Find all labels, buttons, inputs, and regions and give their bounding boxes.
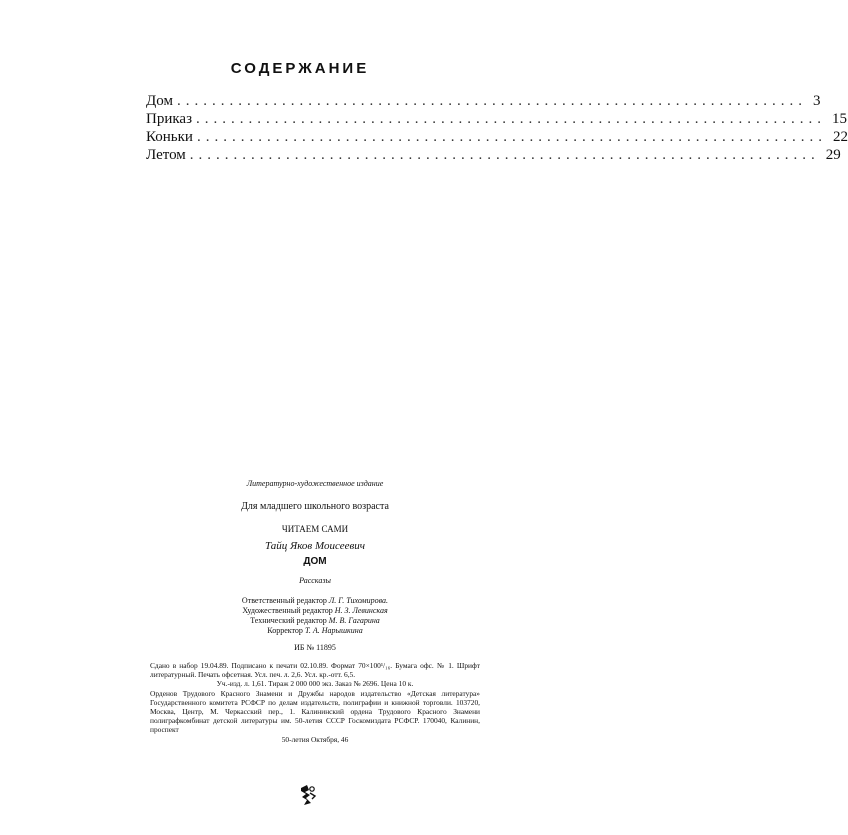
book-title: ДОМ xyxy=(303,556,327,567)
details-paragraph: Орденов Трудового Красного Знамени и Дружбы народов издательство «Детская литература» Государственного комитета РСФСР по делам издательств, полиграфии и книжной торговли. 103720, Москва, Центр, М. Черкасский пер., 1. Калининский ордена Трудового Красного Знамени полиграфкомбинат детской литературы им. 50-летия СССР Госкомиздата РСФСР. 170040, Калинин, проспект xyxy=(150,688,480,735)
credit-name: Н. З. Левинская xyxy=(334,606,388,615)
table-of-contents xyxy=(146,92,848,164)
credit-name: Л. Г. Тихомирова. xyxy=(328,596,389,605)
toc-entry-label: Дом xyxy=(146,93,173,109)
credit-role: Художественный редактор xyxy=(242,606,333,615)
details-paragraph: Сдано в набор 19.04.89. Подписано к печати 02.10.89. Формат 70×100¹/₁₆. Бумага офс. № 1. Шрифт литературный. Печать офсетная. Усл. печ. л. 2,6. Усл. кр.-отт. 6,5. xyxy=(150,661,480,680)
genre-line: Литературно-художественное издание xyxy=(246,479,384,488)
credit-name: Т. А. Нарышкина xyxy=(304,626,363,635)
toc-entry-page: 29 xyxy=(825,147,841,163)
toc-entry[interactable] xyxy=(146,128,848,146)
toc-leader-dots: ........................................................................ xyxy=(196,111,827,127)
credits xyxy=(150,596,480,636)
toc-leader-dots: ........................................................................ xyxy=(189,147,820,163)
credit-role: Технический редактор xyxy=(250,616,327,625)
toc-leader-dots: ........................................................................ xyxy=(196,129,827,145)
credit-line xyxy=(150,596,480,606)
toc-entry-label: Летом xyxy=(146,147,186,163)
toc-entry[interactable] xyxy=(146,110,848,128)
credit-role: Ответственный редактор xyxy=(241,596,327,605)
toc-entry-page: 3 xyxy=(812,93,821,109)
toc-entry-label: Коньки xyxy=(146,129,193,145)
author-name: Тайц Яков Моисеевич xyxy=(265,540,365,552)
toc-entry[interactable] xyxy=(146,146,841,164)
imprint-block xyxy=(150,478,480,744)
book-subtitle: Рассказы xyxy=(299,576,331,585)
series-line: ЧИТАЕМ САМИ xyxy=(281,524,349,534)
credit-line xyxy=(150,626,480,636)
credit-line xyxy=(150,606,480,616)
toc-title: СОДЕРЖАНИЕ xyxy=(230,60,370,77)
toc-entry-label: Приказ xyxy=(146,111,193,127)
credit-name: М. В. Гагарина xyxy=(328,616,380,625)
credit-role: Корректор xyxy=(267,626,303,635)
details-paragraph: 50-летия Октября, 46 xyxy=(281,734,349,744)
ib-number: ИБ № 11895 xyxy=(294,643,336,652)
toc-entry-page: 22 xyxy=(832,129,848,145)
publication-details xyxy=(150,661,480,744)
credit-line xyxy=(150,616,480,626)
toc-entry[interactable] xyxy=(146,92,821,110)
toc-leader-dots: ........................................................................ xyxy=(176,93,807,109)
toc-entry-page: 15 xyxy=(832,111,848,127)
details-paragraph: Уч.-изд. л. 1,61. Тираж 2 000 000 экз. Заказ № 2696. Цена 10 к. xyxy=(216,679,414,689)
publisher-emblem-icon xyxy=(298,784,318,806)
age-line: Для младшего школьного возраста xyxy=(241,501,389,512)
